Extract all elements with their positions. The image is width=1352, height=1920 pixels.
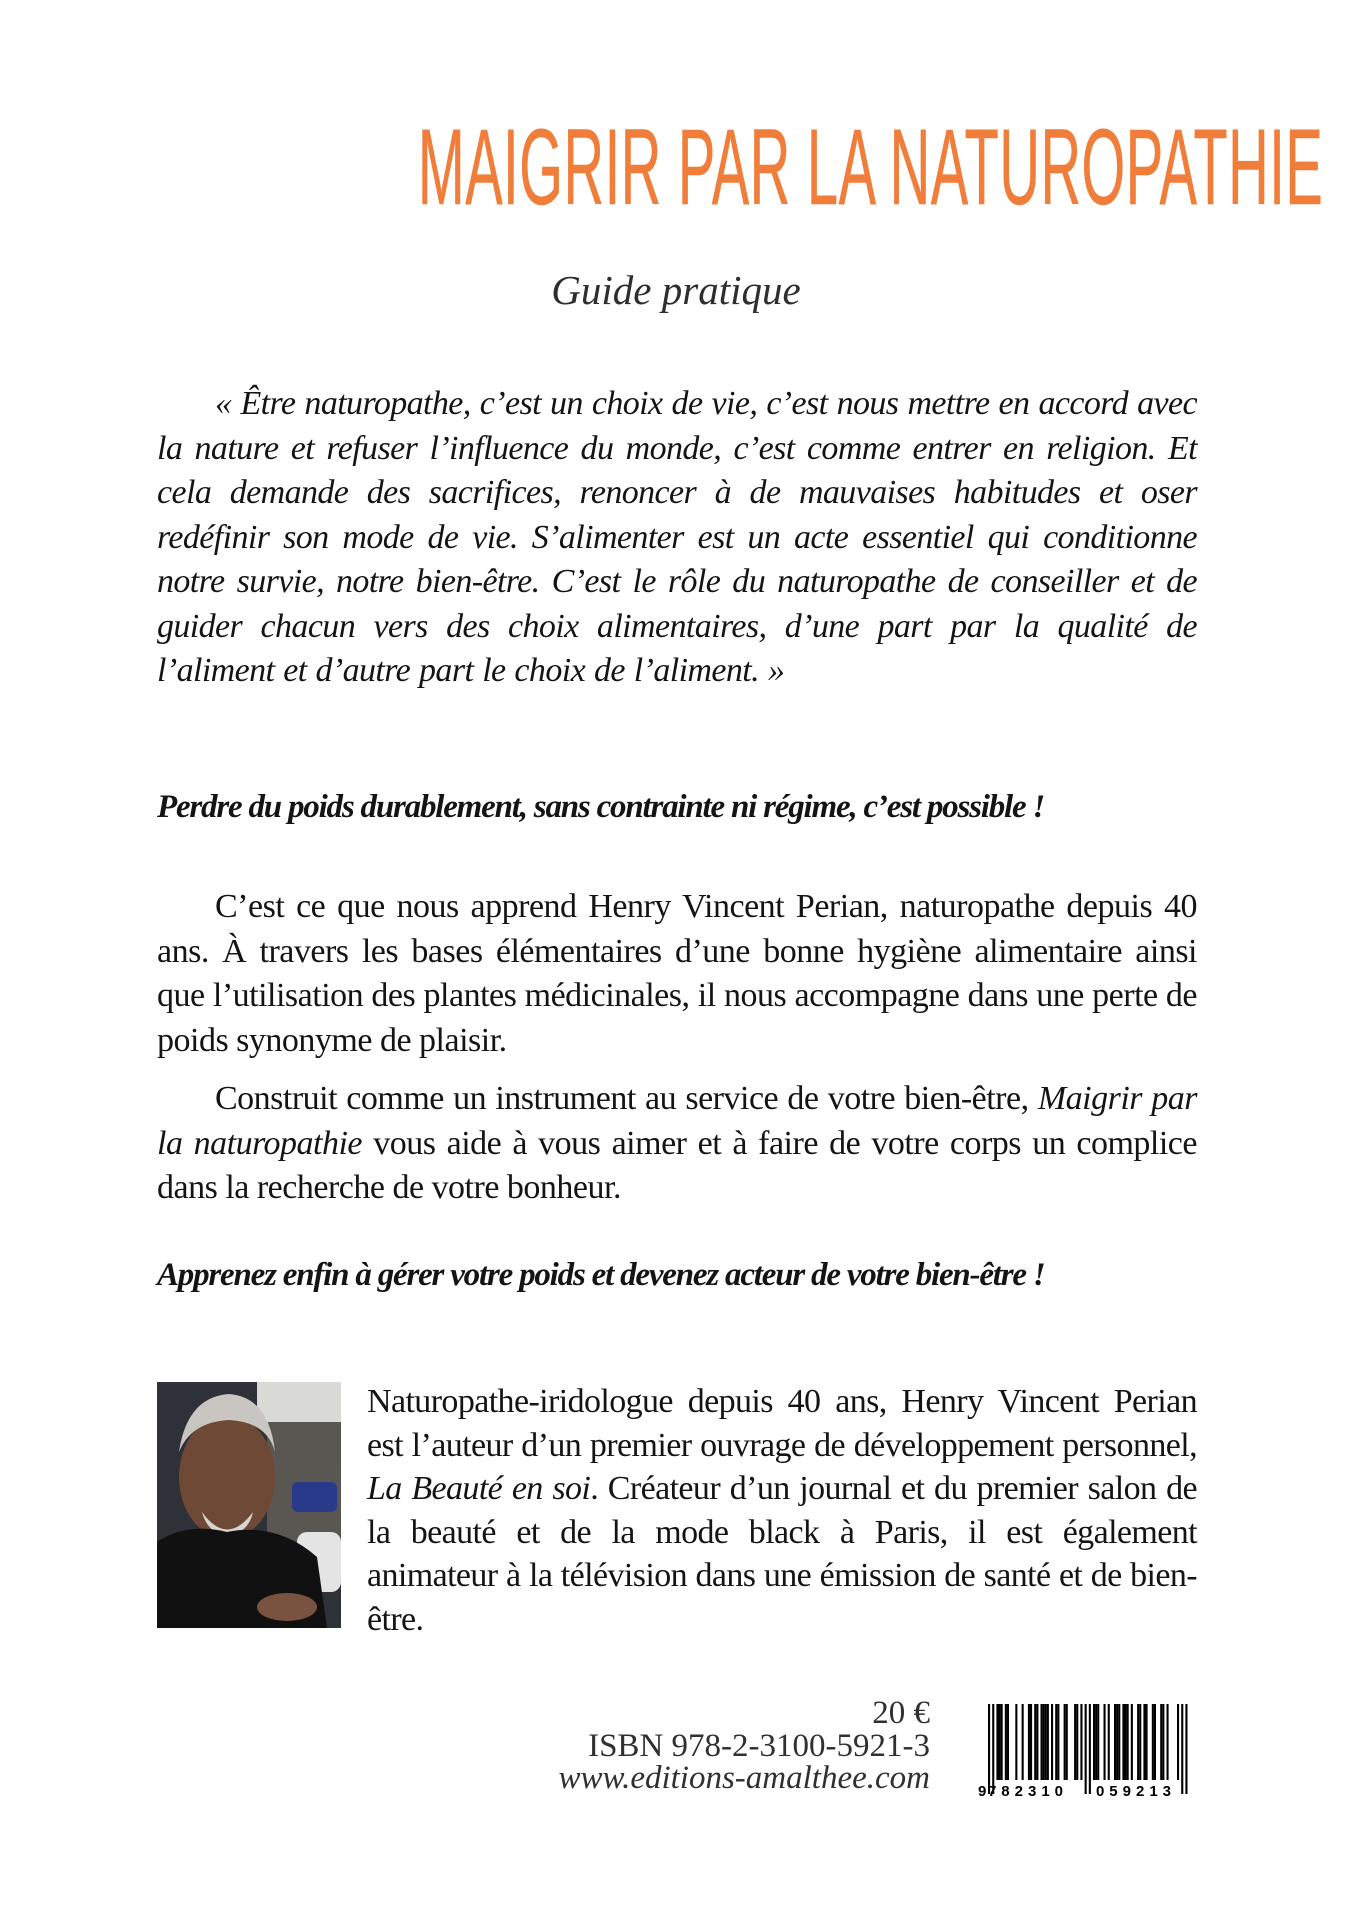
barcode-bar	[1001, 1704, 1003, 1780]
publisher-website[interactable]: www.editions-amalthee.com	[558, 1760, 930, 1796]
barcode-bar	[1089, 1704, 1091, 1794]
barcode-digits-right: 059213	[1095, 1783, 1177, 1798]
tagline-learn: Apprenez enfin à gérer votre poids et devenez acteur de votre bien-être !	[157, 1257, 1045, 1293]
book-subtitle: Guide pratique	[551, 267, 801, 313]
author-portrait-icon	[157, 1382, 341, 1628]
barcode-digit-lead: 9	[978, 1783, 987, 1798]
description-after: vous aide à vous aimer et à faire de votre corps un complice dans la recherche de votre bonheur.	[157, 1124, 1197, 1206]
barcode-bar	[1047, 1704, 1049, 1780]
barcode-bar	[1095, 1704, 1097, 1780]
barcode-bar	[1028, 1704, 1030, 1780]
barcode-bar	[1167, 1704, 1169, 1780]
barcode-bar	[1045, 1704, 1047, 1780]
barcode-bar	[1152, 1704, 1154, 1780]
barcode-bar	[1080, 1704, 1082, 1780]
price: 20 €	[872, 1695, 930, 1731]
barcode-bar	[1104, 1704, 1106, 1780]
barcode-bar	[1143, 1704, 1145, 1780]
barcode-bar	[1055, 1704, 1057, 1780]
barcode-bar	[1122, 1704, 1124, 1780]
bio-before: Naturopathe-iridologue depuis 40 ans, Henry Vincent Perian est l’auteur d’un premier ouvrage de développement personnel,	[367, 1383, 1197, 1464]
barcode-bar	[1146, 1704, 1148, 1780]
barcode-bar	[1036, 1704, 1038, 1780]
book-title-text: MAIGRIR PAR LA NATUROPATHIE	[417, 106, 1324, 227]
barcode-bar	[1185, 1704, 1187, 1794]
barcode-bar	[988, 1704, 990, 1794]
bio-book-title: La Beauté en soi	[367, 1470, 591, 1508]
barcode-bar	[1131, 1704, 1133, 1780]
quote-paragraph: « Être naturopathe, c’est un choix de vie, c’est nous mettre en accord avec la nature et refuser l’influence du monde, c’est comme entrer en religion. Et cela demande des sacrifices, renoncer à de mauvaises habitudes et oser redéfinir son mode de vie. S’alimenter est un acte essentiel qui conditionne notre survie, notre bien-être. C’est le rôle du naturopathe de conseiller et de guider chacun vers des choix alimentaires, d’une part par la qualité de l’aliment et d’autre part le choix de l’aliment. »	[157, 385, 1197, 689]
barcode-bar	[996, 1704, 998, 1780]
barcode-bar	[1097, 1704, 1099, 1780]
barcode-bar	[1181, 1704, 1183, 1794]
barcode-bar	[1162, 1704, 1164, 1780]
barcode-bar	[1005, 1704, 1007, 1780]
barcode-bar	[1030, 1704, 1032, 1780]
barcode-bar	[1074, 1704, 1076, 1780]
barcode-bar	[1108, 1704, 1110, 1780]
barcode-bar	[1034, 1704, 1036, 1780]
book-title	[0, 106, 1352, 227]
author-bio	[367, 1380, 1197, 1642]
barcode-bar	[1043, 1704, 1045, 1780]
barcode-digits-left: 782310	[987, 1783, 1069, 1798]
tagline-possible: Perdre du poids durablement, sans contrainte ni régime, c’est possible !	[157, 789, 1045, 825]
barcode-bar	[1154, 1704, 1156, 1780]
barcode-bar	[1177, 1704, 1179, 1780]
description-before: Construit comme un instrument au service de votre bien-être,	[215, 1080, 1029, 1117]
isbn: ISBN 978-2-3100-5921-3	[588, 1727, 930, 1764]
barcode-bar	[1114, 1704, 1116, 1780]
isbn-barcode	[976, 1704, 1196, 1798]
barcode-bar	[1015, 1704, 1017, 1780]
author-photo	[157, 1382, 341, 1628]
barcode-bar	[1118, 1704, 1120, 1780]
barcode-bar	[1116, 1704, 1118, 1780]
barcode-bar	[1064, 1704, 1066, 1780]
barcode-bar	[1139, 1704, 1141, 1780]
intro-paragraph: C’est ce que nous apprend Henry Vincent Perian, naturopathe depuis 40 ans. À travers les bases élémentaires d’une bonne hygiène alimentaire ainsi que l’utilisation des plantes médicinales, il nous accompagne dans une perte de poids synonyme de plaisir.	[157, 888, 1197, 1059]
barcode-bar	[1041, 1704, 1043, 1780]
barcode-bar	[1066, 1704, 1068, 1780]
barcode-bar	[1007, 1704, 1009, 1780]
barcode-bar	[1076, 1704, 1078, 1780]
barcode-bar	[1051, 1704, 1053, 1780]
barcode-bar	[992, 1704, 994, 1794]
barcode-bar	[1125, 1704, 1127, 1780]
barcode-bar	[1022, 1704, 1024, 1780]
description-paragraph	[157, 1077, 1197, 1211]
publisher-info	[558, 1697, 930, 1795]
book-title-inline: Maigrir par la naturopathie	[157, 1080, 1198, 1162]
bio-after: . Créateur d’un journal et du premier salon de la beauté et de la mode black à Paris, il est également animateur à la télévision dans une émission de santé et de bien-être.	[367, 1470, 1197, 1638]
barcode-bar	[1137, 1704, 1139, 1780]
barcode-icon	[976, 1704, 1196, 1798]
barcode-bar	[1127, 1704, 1129, 1780]
barcode-bar	[1093, 1704, 1095, 1780]
barcode-bar	[1085, 1704, 1087, 1794]
barcode-bar	[999, 1704, 1001, 1780]
barcode-bar	[1057, 1704, 1059, 1780]
barcode-bar	[1160, 1704, 1162, 1780]
